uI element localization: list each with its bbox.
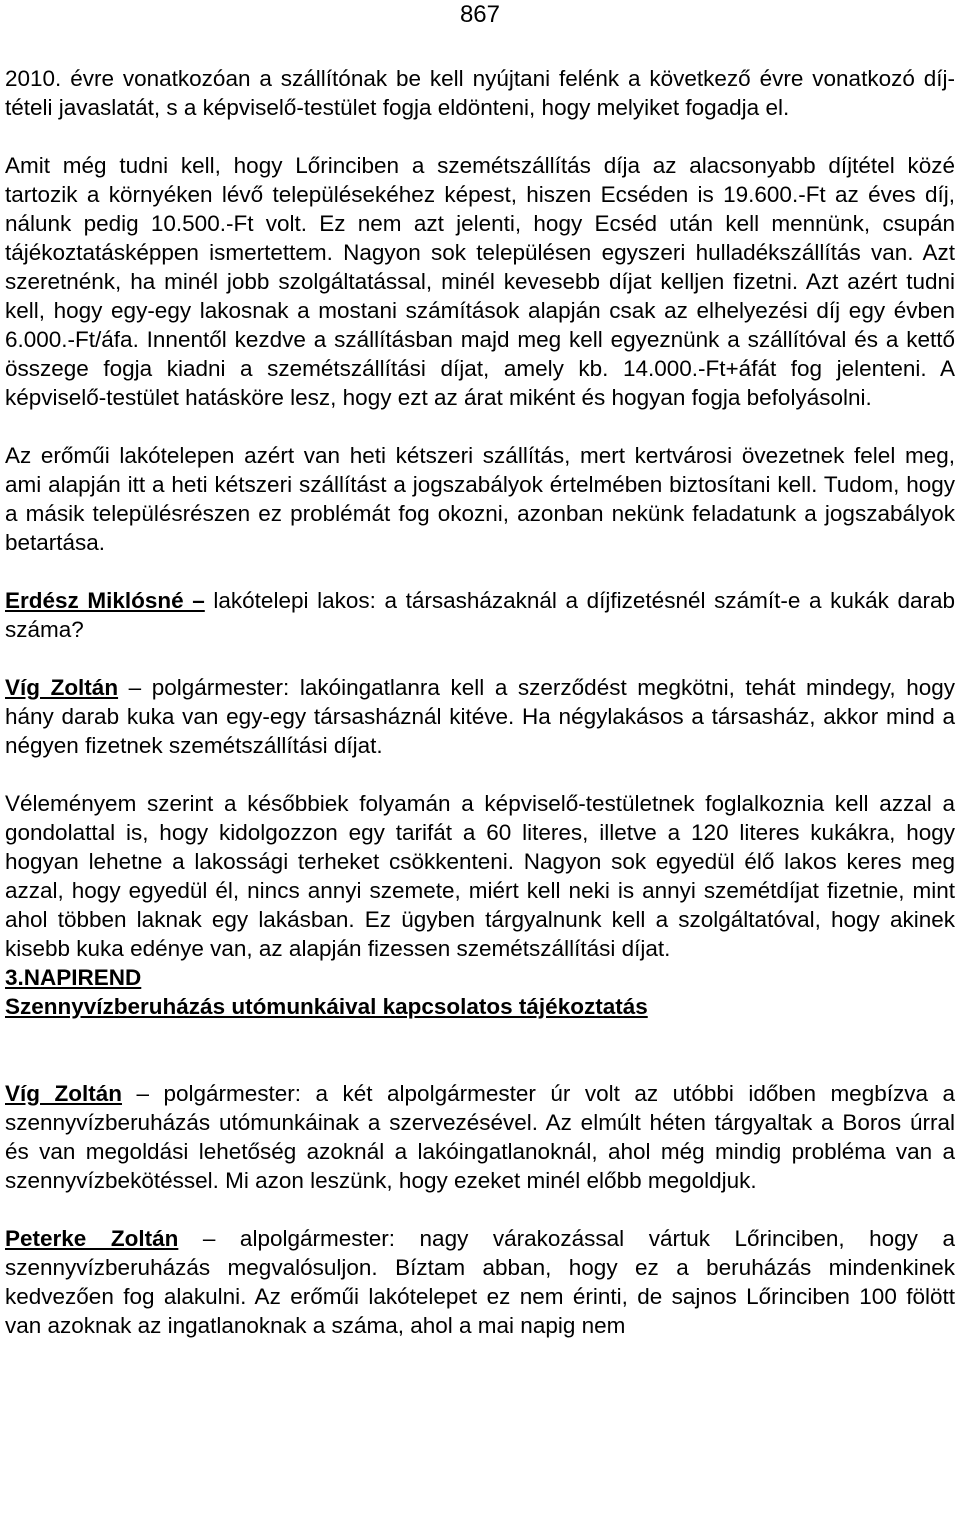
speaker-name: Víg Zoltán: [5, 1081, 122, 1106]
speaker-text: – polgármester: a két alpolgármester úr volt az utóbbi időben megbízva a szennyvízberuházás utómunkáinak a szervezésével. Az elmúlt héten tárgyaltak a Boros úrral és van megoldási lehetőség azoknál a lakóingatlanoknál, ahol még mindig probléma van a szennyvízbekötéssel. Mi azon leszünk, hogy ezeket minél előbb megoldjuk.: [5, 1081, 955, 1193]
speaker-text: – alpolgármester: nagy várakozással vártuk Lőrinciben, hogy a szennyvízberuházás megvalósuljon. Bíztam abban, hogy ez a beruházás mindenkinek kedvezően fog alakulni. Az erőműi lakótelepet ez nem érinti, de sajnos Lőrinciben 100 fölött van azoknak az ingatlanoknak a száma, ahol a mai napig nem: [5, 1226, 955, 1338]
page-number: 867: [459, 1, 500, 28]
speaker-paragraph: [5, 673, 955, 760]
speaker-paragraph: [5, 1079, 955, 1195]
paragraph: Az erőműi lakótelepen azért van heti kétszeri szállítás, mert kertvárosi övezetnek felel meg, ami alapján itt a heti kétszeri szállítást a jogszabályok értelmében biztosítani kell. Tudom, hogy a másik településrészen ez problémát fog okozni, azonban nekünk feladatunk a jogszabályok betartása.: [5, 443, 955, 555]
speaker-name: Víg Zoltán: [5, 675, 119, 700]
paragraph: 2010. évre vonatkozóan a szállítónak be kell nyújtani felénk a következő évre vonatkozó díj-tételi javaslatát, s a képviselő-testület fogja eldönteni, hogy melyiket fogadja el.: [5, 66, 955, 120]
agenda-number-heading: 3.NAPIREND: [5, 965, 142, 990]
speaker-paragraph: [5, 1224, 955, 1340]
speaker-name: Erdész Miklósné –: [5, 588, 205, 613]
speaker-name: Peterke Zoltán: [5, 1226, 179, 1251]
agenda-title-heading: Szennyvízberuházás utómunkáival kapcsolatos tájékoztatás: [5, 994, 648, 1019]
speaker-text: – polgármester: lakóingatlanra kell a szerződést megkötni, tehát mindegy, hogy hány darab kuka van egy-egy társasháznál kitéve. Ha négylakásos a társasház, akkor mind a négyen fizetnek szemétszállítási díjat.: [5, 675, 955, 758]
speaker-text: lakótelepi lakos: a társasházaknál a díjfizetésnél számít-e a kukák darab száma?: [5, 588, 956, 642]
paragraph: Amit még tudni kell, hogy Lőrinciben a szemétszállítás díja az alacsonyabb díjtétel közé tartozik a környéken lévő településekéhez képest, hiszen Ecséden is 19.600.-Ft az éves díj, nálunk pedig 10.500.-Ft volt. Ez nem azt jelenti, hogy Ecséd után kell mennünk, csupán tájékoztatásképpen ismertettem. Nagyon sok településen egyszeri hulladékszállítás van. Azt szeretnénk, ha minél jobb szolgáltatással, minél kevesebb díjat kelljen fizetni. Azt azért tudni kell, hogy egy-egy lakosnak a mostani számítások alapján csak az elhelyezési díj egy évben 6.000.-Ft/áfa. Innentől kezdve a szállításban majd meg kell egyeznünk a szállítóval és a kettő összege fogja kiadni a szemétszállítási díjat, amely kb. 14.000.-Ft+áfát fog jelenteni. A képviselő-testület hatásköre lesz, hogy ezt az árat miként és hogyan fogja befolyásolni.: [5, 153, 955, 410]
paragraph: Véleményem szerint a későbbiek folyamán a képviselő-testületnek foglalkoznia kell azzal a gondolattal is, hogy kidolgozzon egy tarifát a 60 literes, illetve a 120 literes kukákra, hogy hogyan lehetne a lakossági terheket csökkenteni. Nagyon sok egyedül élő lakos keres meg azzal, hogy egyedül él, nincs annyi szemete, miért kell neki is annyi szemétdíjat fizetnie, mint ahol többen laknak egy lakásban. Ez ügyben tárgyalnunk kell a szolgáltatóval, hogy akinek kisebb kuka edénye van, az alapján fizessen szemétszállítási díjat.: [5, 791, 955, 961]
speaker-paragraph: [5, 586, 955, 644]
document-body: [5, 64, 955, 1340]
